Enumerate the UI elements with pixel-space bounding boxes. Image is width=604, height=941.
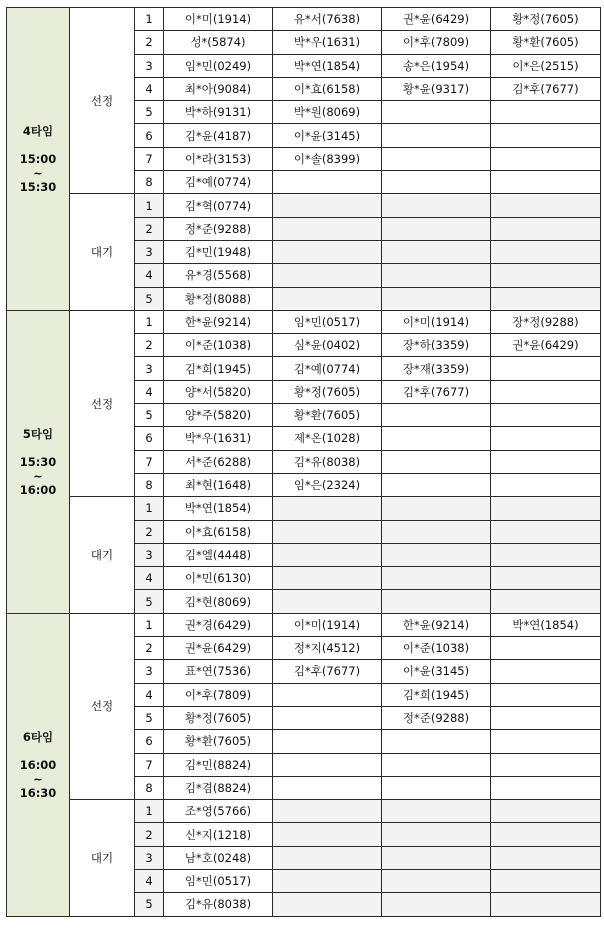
name-cell: 이*은(2515) [491, 54, 601, 77]
session-time-cell [7, 613, 70, 916]
name-cell: 한*윤(9214) [164, 310, 273, 333]
row-number: 8 [135, 473, 164, 496]
name-cell: 박*원(8069) [273, 101, 382, 124]
row-number: 3 [135, 357, 164, 380]
name-cell [491, 683, 601, 706]
name-cell [491, 823, 601, 846]
name-cell: 김*유(8038) [164, 893, 273, 916]
name-cell [491, 217, 601, 240]
row-number: 2 [135, 31, 164, 54]
name-cell: 이*라(3153) [164, 147, 273, 170]
name-cell: 김*엘(4448) [164, 543, 273, 566]
name-cell: 이*후(7809) [164, 683, 273, 706]
name-cell [382, 147, 491, 170]
name-cell [273, 823, 382, 846]
name-cell: 황*윤(9317) [382, 77, 491, 100]
name-cell [491, 776, 601, 799]
name-cell [273, 869, 382, 892]
name-cell: 김*후(7677) [382, 380, 491, 403]
name-cell: 제*온(1028) [273, 427, 382, 450]
name-cell [491, 543, 601, 566]
name-cell: 이*미(1914) [273, 613, 382, 636]
name-cell [382, 217, 491, 240]
session-sep: ~ [33, 771, 43, 786]
name-cell [491, 730, 601, 753]
name-cell [273, 543, 382, 566]
row-number: 1 [135, 613, 164, 636]
name-cell [382, 543, 491, 566]
row-number: 5 [135, 590, 164, 613]
name-cell [382, 497, 491, 520]
name-cell [491, 404, 601, 427]
name-cell [491, 893, 601, 916]
name-cell [382, 101, 491, 124]
name-cell [273, 567, 382, 590]
name-cell: 유*경(5568) [164, 264, 273, 287]
name-cell [273, 287, 382, 310]
name-cell: 이*미(1914) [164, 8, 273, 31]
selected-label: 선정 [70, 310, 135, 496]
name-cell: 이*민(6130) [164, 567, 273, 590]
name-cell: 양*주(5820) [164, 404, 273, 427]
session-start: 16:00 [19, 757, 57, 772]
name-cell: 김*현(8069) [164, 590, 273, 613]
name-cell: 임*민(0517) [164, 869, 273, 892]
name-cell [491, 660, 601, 683]
row-number: 1 [135, 194, 164, 217]
name-cell: 표*연(7536) [164, 660, 273, 683]
name-cell [491, 101, 601, 124]
row-number: 8 [135, 776, 164, 799]
row-number: 5 [135, 706, 164, 729]
name-cell: 황*환(7605) [273, 404, 382, 427]
name-cell: 신*지(1218) [164, 823, 273, 846]
name-cell: 임*민(0517) [273, 310, 382, 333]
row-number: 1 [135, 800, 164, 823]
selected-label: 선정 [70, 613, 135, 799]
session-end: 16:30 [19, 785, 57, 800]
name-cell: 권*윤(6429) [164, 637, 273, 660]
session-time-cell [7, 310, 70, 613]
name-cell [273, 683, 382, 706]
name-cell [382, 171, 491, 194]
name-cell: 황*정(8088) [164, 287, 273, 310]
row-number: 4 [135, 380, 164, 403]
name-cell [491, 194, 601, 217]
name-cell: 김*후(7677) [273, 660, 382, 683]
row-number: 4 [135, 869, 164, 892]
spacer [7, 441, 69, 455]
name-cell [491, 380, 601, 403]
name-cell: 남*호(0248) [164, 846, 273, 869]
spacer [7, 744, 69, 758]
session-sep: ~ [33, 165, 43, 180]
name-cell [382, 194, 491, 217]
row-number: 3 [135, 846, 164, 869]
name-cell [273, 706, 382, 729]
name-cell: 김*예(0774) [164, 171, 273, 194]
name-cell [273, 171, 382, 194]
name-cell: 이*솔(8399) [273, 147, 382, 170]
name-cell: 최*아(9084) [164, 77, 273, 100]
schedule-table [6, 7, 601, 917]
name-cell [382, 450, 491, 473]
waitlist-label: 대기 [70, 800, 135, 916]
name-cell: 양*서(5820) [164, 380, 273, 403]
name-cell [382, 404, 491, 427]
row-number: 7 [135, 450, 164, 473]
name-cell [491, 869, 601, 892]
name-cell: 정*준(9288) [382, 706, 491, 729]
name-cell [382, 730, 491, 753]
selected-label: 선정 [70, 8, 135, 194]
name-cell: 이*효(6158) [273, 77, 382, 100]
name-cell [491, 590, 601, 613]
spacer [7, 138, 69, 152]
name-cell: 김*유(8038) [273, 450, 382, 473]
name-cell: 김*희(1945) [164, 357, 273, 380]
name-cell [491, 706, 601, 729]
row-number: 7 [135, 147, 164, 170]
row-number: 8 [135, 171, 164, 194]
name-cell [273, 800, 382, 823]
name-cell: 이*준(1038) [164, 334, 273, 357]
name-cell: 박*하(9131) [164, 101, 273, 124]
row-number: 6 [135, 427, 164, 450]
name-cell: 이*효(6158) [164, 520, 273, 543]
name-cell: 황*정(7605) [491, 8, 601, 31]
name-cell: 김*윤(4187) [164, 124, 273, 147]
row-number: 1 [135, 497, 164, 520]
name-cell: 김*예(0774) [273, 357, 382, 380]
row-number: 5 [135, 101, 164, 124]
row-number: 4 [135, 77, 164, 100]
name-cell: 장*하(3359) [382, 334, 491, 357]
session-start: 15:30 [19, 454, 57, 469]
name-cell: 김*민(8824) [164, 753, 273, 776]
name-cell [382, 124, 491, 147]
name-cell [273, 497, 382, 520]
name-cell [273, 753, 382, 776]
name-cell [491, 637, 601, 660]
name-cell: 이*후(7809) [382, 31, 491, 54]
name-cell [491, 171, 601, 194]
row-number: 2 [135, 217, 164, 240]
row-number: 1 [135, 8, 164, 31]
name-cell [382, 823, 491, 846]
name-cell: 박*연(1854) [164, 497, 273, 520]
name-cell [491, 240, 601, 263]
name-cell [491, 846, 601, 869]
name-cell [491, 753, 601, 776]
row-number: 3 [135, 240, 164, 263]
row-number: 1 [135, 310, 164, 333]
name-cell [491, 357, 601, 380]
name-cell: 김*겸(8824) [164, 776, 273, 799]
session-start: 15:00 [19, 151, 57, 166]
row-number: 4 [135, 264, 164, 287]
name-cell: 김*후(7677) [491, 77, 601, 100]
waitlist-label: 대기 [70, 497, 135, 613]
name-cell [491, 287, 601, 310]
name-cell: 김*희(1945) [382, 683, 491, 706]
row-number: 5 [135, 287, 164, 310]
row-number: 5 [135, 893, 164, 916]
row-number: 6 [135, 124, 164, 147]
table-row [7, 800, 601, 823]
name-cell [382, 567, 491, 590]
name-cell [382, 776, 491, 799]
name-cell: 한*윤(9214) [382, 613, 491, 636]
row-number: 7 [135, 753, 164, 776]
name-cell: 장*재(3359) [382, 357, 491, 380]
name-cell: 황*환(7605) [164, 730, 273, 753]
name-cell [273, 893, 382, 916]
name-cell [382, 473, 491, 496]
name-cell [491, 124, 601, 147]
name-cell [273, 217, 382, 240]
name-cell [491, 473, 601, 496]
name-cell [491, 520, 601, 543]
session-time-cell [7, 8, 70, 311]
row-number: 2 [135, 334, 164, 357]
name-cell [382, 869, 491, 892]
name-cell: 이*미(1914) [382, 310, 491, 333]
name-cell: 박*연(1854) [273, 54, 382, 77]
name-cell [382, 846, 491, 869]
name-cell [273, 846, 382, 869]
name-cell [273, 730, 382, 753]
name-cell: 유*서(7638) [273, 8, 382, 31]
session-label: 6타임 [22, 729, 54, 744]
name-cell [382, 240, 491, 263]
name-cell [273, 264, 382, 287]
row-number: 5 [135, 404, 164, 427]
name-cell: 황*정(7605) [273, 380, 382, 403]
waitlist-label: 대기 [70, 194, 135, 310]
name-cell: 권*윤(6429) [382, 8, 491, 31]
name-cell: 이*준(1038) [382, 637, 491, 660]
row-number: 4 [135, 567, 164, 590]
name-cell [273, 776, 382, 799]
name-cell: 최*현(1648) [164, 473, 273, 496]
name-cell [491, 147, 601, 170]
name-cell [491, 497, 601, 520]
name-cell: 장*정(9288) [491, 310, 601, 333]
session-label: 5타임 [22, 426, 54, 441]
row-number: 2 [135, 637, 164, 660]
name-cell: 김*민(1948) [164, 240, 273, 263]
name-cell: 서*준(6288) [164, 450, 273, 473]
name-cell: 조*영(5766) [164, 800, 273, 823]
name-cell: 박*연(1854) [491, 613, 601, 636]
name-cell [382, 800, 491, 823]
name-cell [491, 450, 601, 473]
name-cell: 정*지(4512) [273, 637, 382, 660]
name-cell: 박*우(1631) [273, 31, 382, 54]
row-number: 6 [135, 730, 164, 753]
session-sep: ~ [33, 468, 43, 483]
name-cell: 황*환(7605) [491, 31, 601, 54]
name-cell [273, 194, 382, 217]
name-cell: 임*민(0249) [164, 54, 273, 77]
name-cell: 송*은(1954) [382, 54, 491, 77]
row-number: 4 [135, 683, 164, 706]
name-cell [273, 590, 382, 613]
name-cell: 성*(5874) [164, 31, 273, 54]
session-end: 16:00 [19, 482, 57, 497]
row-number: 3 [135, 54, 164, 77]
name-cell [382, 893, 491, 916]
name-cell [382, 264, 491, 287]
name-cell [382, 287, 491, 310]
name-cell [382, 520, 491, 543]
row-number: 2 [135, 520, 164, 543]
session-end: 15:30 [19, 179, 57, 194]
table-row [7, 497, 601, 520]
name-cell [491, 427, 601, 450]
row-number: 2 [135, 823, 164, 846]
session-label: 4타임 [22, 123, 54, 138]
name-cell: 이*윤(3145) [273, 124, 382, 147]
name-cell: 심*윤(0402) [273, 334, 382, 357]
name-cell: 권*경(6429) [164, 613, 273, 636]
table-row [7, 310, 601, 333]
name-cell: 권*윤(6429) [491, 334, 601, 357]
name-cell: 정*준(9288) [164, 217, 273, 240]
name-cell: 황*정(7605) [164, 706, 273, 729]
name-cell: 임*은(2324) [273, 473, 382, 496]
name-cell: 이*윤(3145) [382, 660, 491, 683]
name-cell [382, 427, 491, 450]
name-cell [382, 753, 491, 776]
table-row [7, 613, 601, 636]
row-number: 3 [135, 660, 164, 683]
table-row [7, 194, 601, 217]
name-cell [491, 567, 601, 590]
name-cell: 박*우(1631) [164, 427, 273, 450]
name-cell [273, 520, 382, 543]
row-number: 3 [135, 543, 164, 566]
name-cell [491, 800, 601, 823]
name-cell [382, 590, 491, 613]
name-cell [491, 264, 601, 287]
name-cell [273, 240, 382, 263]
table-row [7, 8, 601, 31]
name-cell: 김*혁(0774) [164, 194, 273, 217]
